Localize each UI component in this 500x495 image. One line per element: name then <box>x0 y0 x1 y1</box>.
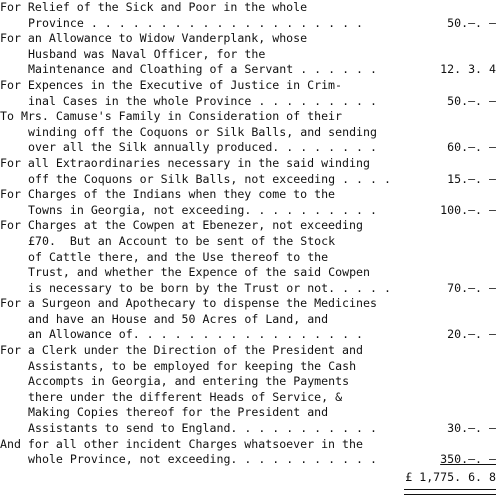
entry-line: Assistants to send to England. . . . . . . . . . . 30.–. – <box>28 421 496 436</box>
entry-amount: 30.–. – <box>447 421 496 436</box>
ledger-entry <box>0 296 500 343</box>
entry-amount: 12. 3. 4 <box>440 62 496 77</box>
entry-line: Husband was Naval Officer, for the <box>28 46 266 61</box>
entry-line: over all the Silk annually produced. . . . . . . . 60.–. – <box>28 140 496 155</box>
entry-line: And for all other incident Charges whatsoever in the <box>0 436 363 451</box>
entry-line: winding off the Coquons or Silk Balls, and sending <box>28 124 378 139</box>
entry-line: For Charges at the Cowpen at Ebenezer, not exceeding <box>0 218 363 233</box>
entry-line: there under the different Heads of Service, & <box>28 389 343 404</box>
ledger-entry <box>0 437 500 468</box>
entry-line: For Relief of the Sick and Poor in the whole <box>0 0 308 14</box>
entry-amount: 100.–. – <box>440 202 496 217</box>
entry-amount: 70.–. – <box>447 280 496 295</box>
entry-amount: 350.–. – <box>440 452 496 467</box>
entry-line: For Charges of the Indians when they come to the <box>0 187 336 202</box>
entry-amount: 50.–. – <box>447 15 496 30</box>
ledger-entry <box>0 187 500 218</box>
ledger-entry <box>0 156 500 187</box>
entry-line: Maintenance and Cloathing of a Servant . . . . . . 12. 3. 4 <box>28 62 496 77</box>
ledger-entry <box>0 218 500 296</box>
entry-line: an Allowance of. . . . . . . . . . . . . . . . . 20.–. – <box>28 327 496 342</box>
entry-line: Trust, and whether the Expence of the said Cowpen <box>28 265 371 280</box>
ledger-entry <box>0 0 500 31</box>
entry-line: Province . . . . . . . . . . . . . . . . . . . . 50.–. – <box>28 15 496 30</box>
entry-line: For an Allowance to Widow Vanderplank, whose <box>0 31 308 46</box>
entry-line: Towns in Georgia, not exceeding. . . . . . . . . . 100.–. – <box>28 202 496 217</box>
entry-line: of Cattle there, and the Use thereof to the <box>28 249 329 264</box>
entry-amount: 15.–. – <box>447 171 496 186</box>
entry-amount: 50.–. – <box>447 93 496 108</box>
ledger-total-row <box>0 470 500 488</box>
entry-amount: 60.–. – <box>447 140 496 155</box>
entry-line: For a Clerk under the Direction of the President and <box>0 343 363 358</box>
entry-line: Assistants, to be employed for keeping the Cash <box>28 358 357 373</box>
entry-amount: 20.–. – <box>447 327 496 342</box>
entry-line: For Expences in the Executive of Justice in Crim- <box>0 77 343 92</box>
entry-line: £70. But an Account to be sent of the Stock <box>28 233 336 248</box>
entry-line: off the Coquons or Silk Balls, not exceeding . . . . 15.–. – <box>28 171 496 186</box>
entry-line: is necessary to be born by the Trust or not. . . . . 70.–. – <box>28 280 496 295</box>
ledger-entry <box>0 78 500 109</box>
entry-line: For a Surgeon and Apothecary to dispense the Medicines <box>0 296 377 311</box>
entry-line: Making Copies thereof for the President and <box>28 405 329 420</box>
ledger-total: £ 1,775. 6. 8 <box>405 469 496 484</box>
entry-line: inal Cases in the whole Province . . . . . . . . . 50.–. – <box>28 93 496 108</box>
ledger-entry <box>0 343 500 437</box>
entry-line: whole Province, not exceeding. . . . . . . . . . . 350.–. – <box>28 452 496 467</box>
entry-line: and have an House and 50 Acres of Land, and <box>28 311 329 326</box>
entry-line: Accompts in Georgia, and entering the Payments <box>28 374 350 389</box>
ledger-entry <box>0 31 500 78</box>
entry-line: For all Extraordinaries necessary in the said winding <box>0 155 370 170</box>
entry-line: To Mrs. Camuse's Family in Consideration of their <box>0 109 343 124</box>
ledger-entry <box>0 109 500 156</box>
total-double-rule <box>404 489 496 495</box>
